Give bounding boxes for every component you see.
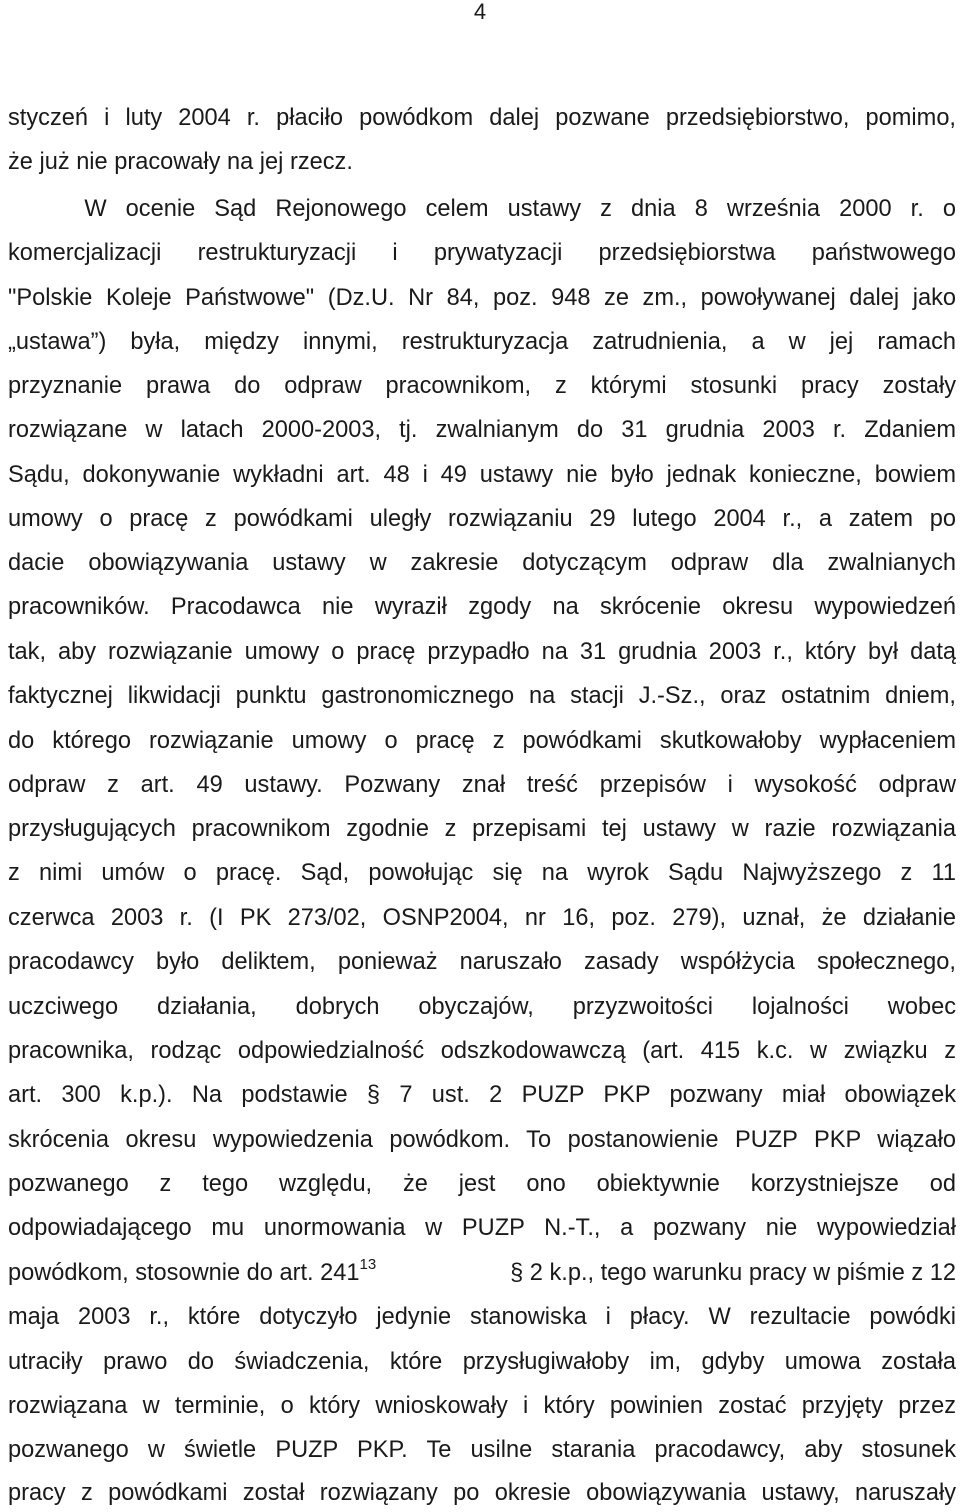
text-line: „ustawa”) była, między innymi, restrukturyzacja zatrudnienia, a w jej ramach xyxy=(8,329,956,355)
text-line-with-superscript xyxy=(8,1258,956,1288)
text-line: faktycznej likwidacji punktu gastronomicznego na stacji J.-Sz., oraz ostatnim dniem, xyxy=(8,683,956,709)
text-line: styczeń i luty 2004 r. płaciło powódkom dalej pozwane przedsiębiorstwo, pomimo, xyxy=(8,105,956,131)
text-line: komercjalizacji restrukturyzacji i prywatyzacji przedsiębiorstwa państwowego xyxy=(8,240,956,266)
text-line: utraciły prawo do świadczenia, które przysługiwałoby im, gdyby umowa została xyxy=(8,1349,956,1375)
text-line: umowy o pracę z powódkami uległy rozwiązaniu 29 lutego 2004 r., a zatem po xyxy=(8,506,956,532)
text-line: pracownika, rodząc odpowiedzialność odszkodowawczą (art. 415 k.c. w związku z xyxy=(8,1038,956,1064)
text-line: że już nie pracowały na jej rzecz. xyxy=(8,149,353,175)
text-line: art. 300 k.p.). Na podstawie § 7 ust. 2 PUZP PKP pozwany miał obowiązek xyxy=(8,1082,956,1108)
text-line: pozwanego w świetle PUZP PKP. Te usilne starania pracodawcy, aby stosunek xyxy=(8,1437,956,1463)
text-line: skrócenia okresu wypowiedzenia powódkom. To postanowienie PUZP PKP wiązało xyxy=(8,1127,956,1153)
text-line: odpraw z art. 49 ustawy. Pozwany znał treść przepisów i wysokość odpraw xyxy=(8,772,956,798)
text-line: rozwiązana w terminie, o który wnioskowały i który powinien zostać przyjęty przez xyxy=(8,1393,956,1419)
text-line: maja 2003 r., które dotyczyło jedynie stanowiska i płacy. W rezultacie powódki xyxy=(8,1304,956,1330)
text-line: do którego rozwiązanie umowy o pracę z powódkami skutkowałoby wypłaceniem xyxy=(8,728,956,754)
text-line: pracodawcy było deliktem, ponieważ naruszało zasady współżycia społecznego, xyxy=(8,949,956,975)
text-line: rozwiązane w latach 2000-2003, tj. zwalnianym do 31 grudnia 2003 r. Zdaniem xyxy=(8,417,956,443)
line-start xyxy=(8,1258,376,1288)
text-line: tak, aby rozwiązanie umowy o pracę przypadło na 31 grudnia 2003 r., który był datą xyxy=(8,639,956,665)
text-line: pracowników. Pracodawca nie wyraził zgody na skrócenie okresu wypowiedzeń xyxy=(8,594,956,620)
text-line: uczciwego działania, dobrych obyczajów, przyzwoitości lojalności wobec xyxy=(8,994,956,1020)
text-line: odpowiadającego mu unormowania w PUZP N.-T., a pozwany nie wypowiedział xyxy=(8,1215,956,1241)
text-line: z nimi umów o pracę. Sąd, powołując się na wyrok Sądu Najwyższego z 11 xyxy=(8,860,956,886)
text-line: czerwca 2003 r. (I PK 273/02, OSNP2004, nr 16, poz. 279), uznał, że działanie xyxy=(8,905,956,931)
line-start-text: powódkom, stosownie do art. 241 xyxy=(8,1260,360,1286)
superscript: 13 xyxy=(359,1256,377,1273)
text-line: pozwanego z tego względu, że jest ono obiektywnie korzystniejsze od xyxy=(8,1171,956,1197)
text-line: "Polskie Koleje Państwowe" (Dz.U. Nr 84, poz. 948 ze zm., powoływanej dalej jako xyxy=(8,285,956,311)
line-end: § 2 k.p., tego warunku pracy w piśmie z 12 xyxy=(503,1260,956,1286)
text-line: pracy z powódkami został rozwiązany po okresie obowiązywania ustawy, naruszały xyxy=(8,1480,956,1506)
text-line: przyznanie prawa do odpraw pracownikom, z którymi stosunki pracy zostały xyxy=(8,373,956,399)
text-line: dacie obowiązywania ustawy w zakresie dotyczącym odpraw dla zwalnianych xyxy=(8,550,956,576)
page-number: 4 xyxy=(473,0,487,24)
text-line: Sądu, dokonywanie wykładni art. 48 i 49 ustawy nie było jednak konieczne, bowiem xyxy=(8,462,956,488)
text-line: przysługujących pracownikom zgodnie z przepisami tej ustawy w razie rozwiązania xyxy=(8,816,956,842)
text-line: W ocenie Sąd Rejonowego celem ustawy z dnia 8 września 2000 r. o xyxy=(8,196,956,222)
